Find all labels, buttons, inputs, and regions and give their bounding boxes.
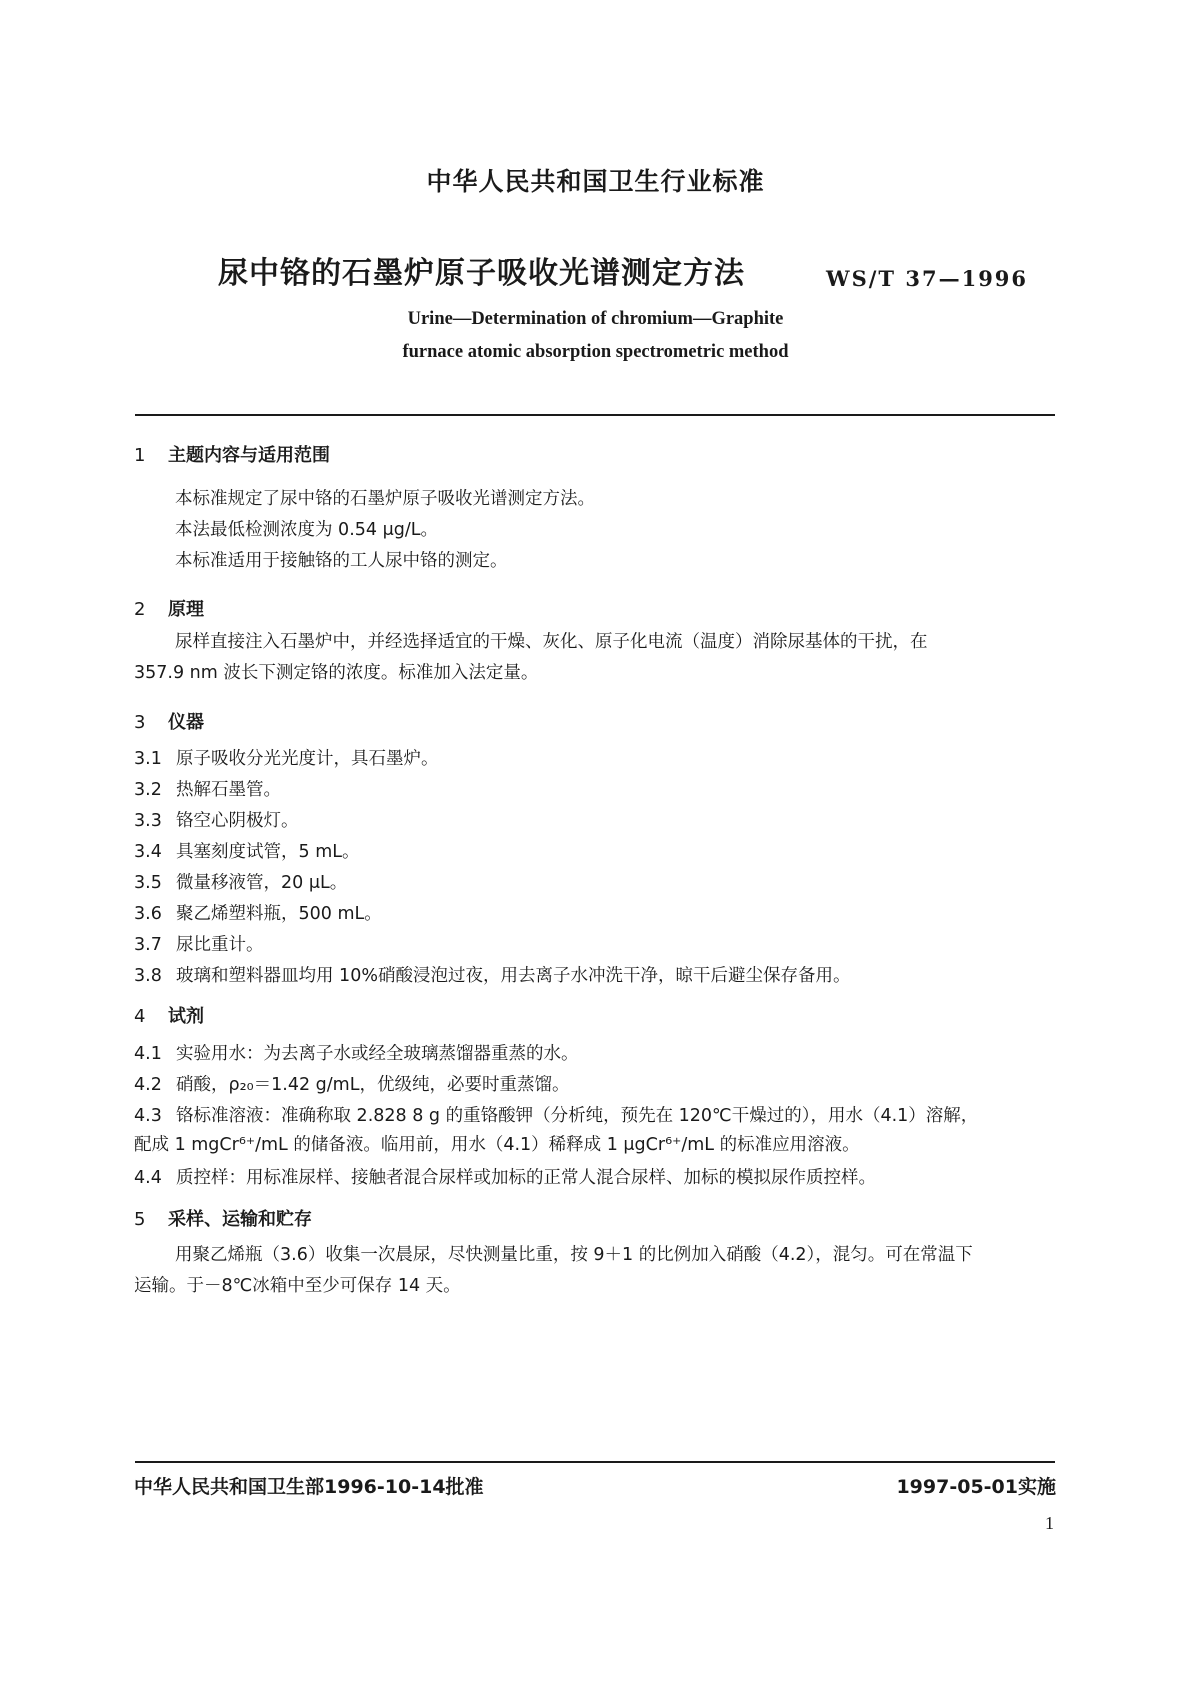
list-item <box>134 1070 1064 1101</box>
list-item <box>134 775 1064 806</box>
item-text: 实验用水：为去离子水或经全玻璃蒸馏器重蒸的水。 <box>176 1044 579 1064</box>
section-title: 试剂 <box>168 1006 204 1027</box>
list-item <box>134 1163 1064 1194</box>
item-text: 原子吸收分光光度计，具石墨炉。 <box>176 749 439 769</box>
list-item <box>134 930 1064 961</box>
section-number: 1 <box>134 445 146 466</box>
document-title: 尿中铬的石墨炉原子吸收光谱测定方法 <box>218 256 745 291</box>
paragraph: 运输。于－8℃冰箱中至少可保存 14 天。 <box>134 1276 461 1296</box>
item-text: 聚乙烯塑料瓶，500 mL。 <box>176 904 382 924</box>
item-text: 热解石墨管。 <box>176 780 281 800</box>
item-text: 玻璃和塑料器皿均用 10%硝酸浸泡过夜，用去离子水冲洗干净，晾干后避尘保存备用。 <box>176 966 851 986</box>
section-number: 3 <box>134 712 146 733</box>
list-item <box>134 837 1064 868</box>
section-5-heading <box>134 1205 312 1231</box>
page-number: 1 <box>1045 1513 1054 1533</box>
paragraph: 本法最低检测浓度为 0.54 μg/L。 <box>175 520 438 540</box>
english-title-line1: Urine—Determination of chromium—Graphite <box>407 309 784 329</box>
list-item-continuation: 配成 1 mgCr⁶⁺/mL 的储备液。临用前，用水（4.1）稀释成 1 μgCr⁶⁺/mL 的标准应用溶液。 <box>134 1135 860 1155</box>
item-text: 质控样：用标准尿样、接触者混合尿样或加标的正常人混合尿样、加标的模拟尿作质控样。 <box>176 1168 876 1188</box>
list-item <box>134 1101 1064 1132</box>
item-text: 铬空心阴极灯。 <box>176 811 299 831</box>
item-text: 微量移液管，20 μL。 <box>176 873 348 893</box>
list-item <box>134 744 1064 775</box>
item-number: 4.1 <box>134 1044 162 1064</box>
item-number: 3.4 <box>134 842 162 862</box>
section-3-heading <box>134 708 204 734</box>
paragraph: 本标准规定了尿中铬的石墨炉原子吸收光谱测定方法。 <box>175 489 595 509</box>
item-number: 4.3 <box>134 1106 162 1126</box>
item-text: 硝酸，ρ₂₀＝1.42 g/mL，优级纯，必要时重蒸馏。 <box>176 1075 570 1095</box>
item-number: 4.4 <box>134 1168 162 1188</box>
item-number: 3.3 <box>134 811 162 831</box>
standard-name: 中华人民共和国卫生行业标准 <box>426 167 765 196</box>
english-title-line2: furnace atomic absorption spectrometric method <box>402 342 789 362</box>
paragraph: 尿样直接注入石墨炉中，并经选择适宜的干燥、灰化、原子化电流（温度）消除尿基体的干扰，在 <box>175 632 928 652</box>
item-text: 具塞刻度试管，5 mL。 <box>176 842 360 862</box>
item-text: 铬标准溶液：准确称取 2.828 8 g 的重铬酸钾（分析纯，预先在 120℃干燥过的），用水（4.1）溶解， <box>176 1106 979 1126</box>
list-item <box>134 1039 1064 1070</box>
section-4-heading <box>134 1002 204 1028</box>
paragraph: 用聚乙烯瓶（3.6）收集一次晨尿，尽快测量比重，按 9＋1 的比例加入硝酸（4.2），混匀。可在常温下 <box>175 1245 973 1265</box>
section-title: 原理 <box>168 599 204 620</box>
list-item <box>134 806 1064 837</box>
item-number: 3.5 <box>134 873 162 893</box>
paragraph: 本标准适用于接触铬的工人尿中铬的测定。 <box>175 551 508 571</box>
item-number: 3.6 <box>134 904 162 924</box>
section-title: 主题内容与适用范围 <box>168 445 330 466</box>
section-number: 2 <box>134 599 146 620</box>
list-item <box>134 899 1064 930</box>
section-2-heading <box>134 595 204 621</box>
item-text: 尿比重计。 <box>176 935 264 955</box>
item-number: 3.2 <box>134 780 162 800</box>
implementation-text: 1997-05-01实施 <box>896 1476 1056 1498</box>
item-number: 4.2 <box>134 1075 162 1095</box>
section-title: 采样、运输和贮存 <box>168 1209 312 1230</box>
item-number: 3.8 <box>134 966 162 986</box>
item-number: 3.1 <box>134 749 162 769</box>
list-item <box>134 961 1064 992</box>
header-divider <box>135 414 1055 416</box>
paragraph: 357.9 nm 波长下测定铬的浓度。标准加入法定量。 <box>134 663 539 683</box>
standard-code: WS/T 37—1996 <box>826 266 1029 291</box>
section-1-heading <box>134 441 330 467</box>
section-title: 仪器 <box>168 712 204 733</box>
section-number: 4 <box>134 1006 146 1027</box>
approval-text: 中华人民共和国卫生部1996-10-14批准 <box>134 1476 484 1498</box>
footer-divider <box>135 1461 1055 1463</box>
list-item <box>134 868 1064 899</box>
section-number: 5 <box>134 1209 146 1230</box>
item-number: 3.7 <box>134 935 162 955</box>
